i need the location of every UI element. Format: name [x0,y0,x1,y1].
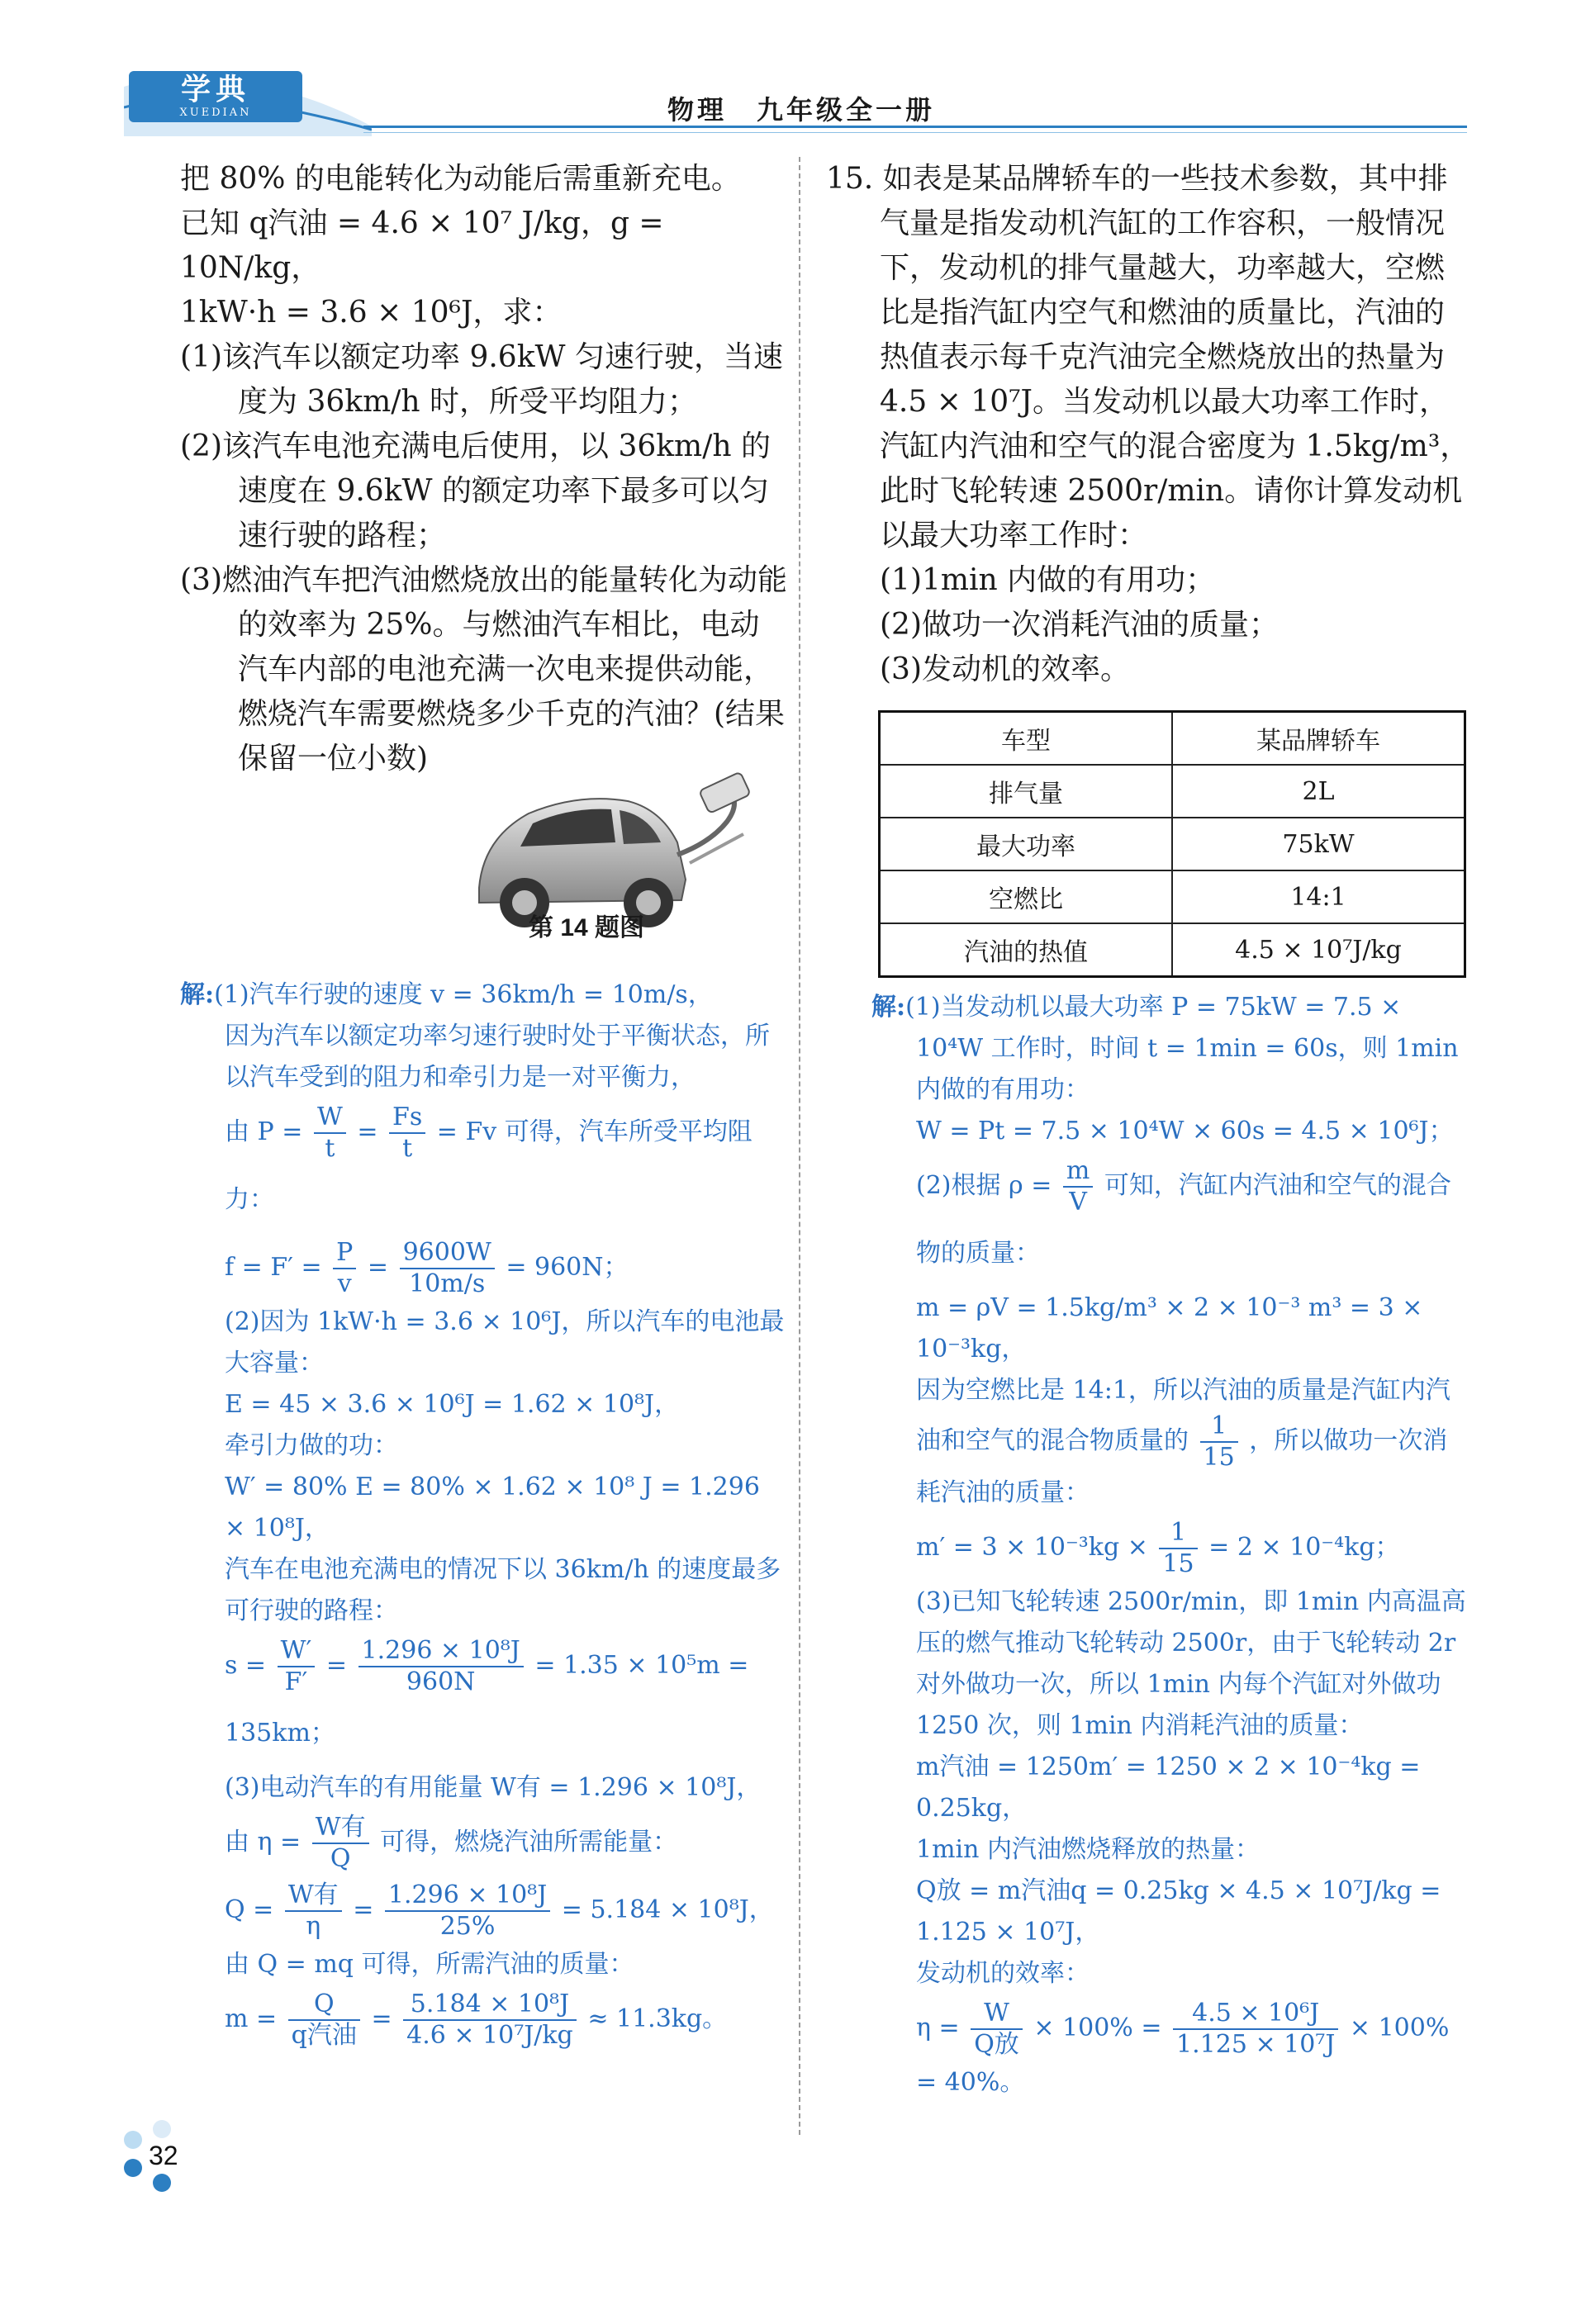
fraction [1159,1518,1197,1579]
numerator: P [333,1238,356,1269]
formula-text: 可知，汽缸内汽油和空气的混合物的质量： [916,1171,1451,1268]
table-row [880,712,1465,766]
formula-text: ，所以做功一次消耗汽油的质量： [916,1426,1448,1507]
formula-text: × 100% [1349,2013,1450,2042]
solution-line: m汽油 = 1250m′ = 1250 × 2 × 10⁻⁴kg = 0.25kg， [916,1752,1421,1823]
fraction [312,1813,369,1874]
formula-text: η = [916,2013,960,2042]
solution-line: (3)电动汽车的有用能量 W有 = 1.296 × 10⁸J， [225,1773,762,1802]
table-cell: 2L [1172,765,1465,818]
table-cell: 4.5 × 10⁷J/kg [1172,923,1465,977]
fraction [333,1238,356,1299]
solution-line: m = ρV = 1.5kg/m³ × 2 × 10⁻³ m³ = 3 × 10⁻³kg， [916,1293,1423,1364]
solution-line: 牵引力做的功： [225,1431,398,1460]
solution-line: (3)已知飞轮转速 2500r/min，即 1min 内高温高压的燃气推动飞轮转动 2500r，由于飞轮转动 2r 对外做功一次，所以 1min 内每个汽缸对外做功 1250 次，则 1min 内消耗汽油的质量： [916,1587,1466,1740]
fraction [403,1990,577,2051]
formula-text: = Fv 可得，汽车所受平均阻力： [225,1117,753,1214]
solution-line: E = 45 × 3.6 × 10⁶J = 1.62 × 10⁸J， [225,1390,680,1419]
solution-line: 1min 内汽油燃烧释放的热量： [916,1835,1260,1864]
formula-text: ≈ 11.3kg。 [587,2004,728,2033]
formula-text: = 5.184 × 10⁸J， [561,1895,774,1924]
denominator: 25% [439,1912,496,1941]
intro-line: 已知 q汽油 = 4.6 × 10⁷ J/kg，g = 10N/kg， [180,206,664,285]
fraction [389,1103,425,1164]
fraction [288,1990,360,2051]
hexagon-icon [153,2120,171,2138]
hexagon-icon [153,2174,171,2192]
solution-line: (2)因为 1kW·h = 3.6 × 10⁶J，所以汽车的电池最大容量： [225,1307,785,1378]
table-cell: 最大功率 [880,818,1173,870]
numerator: 5.184 × 10⁸J [403,1990,577,2021]
solution-lead: 解: [180,980,215,1009]
solution-formula [180,1809,787,1876]
sub-question-1: (1)该汽车以额定功率 9.6kW 匀速行驶，当速度为 36km/h 时，所受平均阻力； [180,340,783,419]
figure-caption: 第 14 题图 [529,914,645,941]
formula-text: f = F′ = [225,1253,322,1282]
numerator: Fs [389,1103,425,1134]
denominator: F′ [284,1667,308,1696]
left-solution [180,975,787,2053]
header-rule [363,126,1467,128]
fraction [1173,1999,1338,2060]
table-cell: 汽油的热值 [880,923,1173,977]
brand-logo [129,71,302,122]
formula-text: = [325,1651,347,1680]
solution-line: 由 Q = mq 可得，所需汽油的质量： [225,1950,634,1979]
right-column [826,157,1470,692]
solution-line: = 40%。 [916,2068,1025,2097]
solution-formula [871,1994,1470,2062]
page-header [0,0,1581,145]
table-header-cell: 某品牌轿车 [1172,712,1465,766]
solution-line: (1)汽车行驶的速度 v = 36km/h = 10m/s， [214,980,713,1009]
numerator: W [314,1103,346,1134]
table-header-cell: 车型 [880,712,1173,766]
solution-lead: 解: [871,993,906,1022]
hexagon-icon [124,2159,142,2177]
numerator: m [1063,1156,1093,1188]
denominator: 960N [406,1667,476,1696]
numerator: 1.296 × 10⁸J [358,1636,524,1667]
formula-text: = 2 × 10⁻⁴kg； [1208,1533,1400,1562]
denominator: q汽油 [291,2021,357,2050]
table-row [880,923,1465,977]
formula-text: m′ = 3 × 10⁻³kg × [916,1533,1148,1562]
fraction [385,1881,550,1942]
fraction [314,1103,346,1164]
solution-14 [180,975,787,2053]
table-row [880,870,1465,923]
solution-line: 发动机的效率： [916,1959,1090,1988]
denominator: V [1069,1188,1087,1217]
left-column [180,157,787,781]
formula-text: = 1.35 × 10⁵m = 135km； [225,1651,749,1748]
formula-text: 可得，燃烧汽油所需能量： [380,1828,678,1857]
solution-line: Q放 = m汽油q = 0.25kg × 4.5 × 10⁷J/kg = 1.125 × 10⁷J， [916,1876,1441,1947]
formula-text: = [353,1895,374,1924]
solution-line: W′ = 80% E = 80% × 1.62 × 10⁸ J = 1.296 × 10⁸J， [225,1473,760,1543]
denominator: 15 [1162,1549,1194,1578]
solution-line: W = Pt = 7.5 × 10⁴W × 60s = 4.5 × 10⁶J； [916,1117,1454,1145]
table-cell: 空燃比 [880,870,1173,923]
hexagon-icon [124,2131,142,2149]
formula-text: m = [225,2004,278,2033]
intro-line: 把 80% 的电能转化为动能后需重新充电。 [180,162,741,196]
solution-line: 汽车在电池充满电的情况下以 36km/h 的速度最多可行驶的路程： [225,1555,781,1625]
question-14-continued [180,157,787,781]
numerator: 1.296 × 10⁸J [385,1881,550,1912]
solution-formula [871,1370,1470,1514]
denominator: Q [330,1844,351,1873]
denominator: v [337,1269,352,1298]
solution-formula [180,1632,787,1767]
right-solution [871,987,1470,2103]
denominator: Q放 [974,2030,1019,2059]
sub-question-3: (3)发动机的效率。 [880,652,1130,686]
sub-question-1: (1)1min 内做的有用功； [880,563,1216,597]
denominator: η [306,1912,321,1941]
numerator: 1 [1159,1518,1197,1549]
numerator: 9600W [400,1238,495,1269]
car-parameters-table [878,710,1466,978]
formula-text: Q = [225,1895,274,1924]
formula-text: = [367,1253,389,1282]
denominator: 15 [1203,1443,1235,1472]
denominator: 4.6 × 10⁷J/kg [406,2021,573,2050]
formula-text: 因为空燃比是 14:1，所以汽油的质量是汽缸内汽油和空气的混合物质量的 [916,1376,1450,1455]
logo-subtext: XUEDIAN [179,107,252,119]
sub-question-2: (2)做功一次消耗汽油的质量； [880,608,1279,642]
formula-text: = [357,1117,378,1146]
numerator: 4.5 × 10⁶J [1173,1999,1338,2030]
question-15-text: 15. 如表是某品牌轿车的一些技术参数，其中排气量是指发动机汽缸的工作容积，一般情况下，发动机的排气量越大，功率越大，空燃比是指汽缸内空气和燃油的质量比，汽油的热值表示每千克汽油完全燃烧放出的热量为 4.5 × 10⁷J。当发动机以最大功率工作时，汽缸内汽油和空气的混合密度为 1.5kg/m³，此时飞轮转速 2500r/min。请你计算发动机以最大功率工作时： [826,162,1470,553]
numerator: W [971,1999,1023,2030]
formula-text: = 960N； [506,1253,629,1282]
formula-text: s = [225,1651,267,1680]
table-cell: 14:1 [1172,870,1465,923]
logo-text: 学典 [180,72,250,107]
fraction [400,1238,495,1299]
numerator: Q [288,1990,360,2021]
question-15 [826,157,1470,692]
solution-formula [180,1234,787,1302]
denominator: t [325,1134,335,1163]
numerator: W有 [285,1881,342,1912]
sub-question-3: (3)燃油汽车把汽油燃烧放出的能量转化为动能的效率为 25%。与燃油汽车相比，电动汽车内部的电池充满一次电来提供动能，燃烧汽车需要燃烧多少千克的汽油？(结果保留一位小数) [180,563,787,775]
intro-line: 1kW·h = 3.6 × 10⁶J，求： [180,296,563,330]
formula-text: (2)根据 ρ = [916,1171,1052,1200]
denominator: 1.125 × 10⁷J [1176,2030,1336,2059]
fraction [971,1999,1023,2060]
formula-text: 由 P = [225,1117,303,1146]
fraction [1063,1156,1093,1217]
solution-15 [871,987,1470,2103]
sub-question-2: (2)该汽车电池充满电后使用，以 36km/h 的速度在 9.6kW 的额定功率下最多可以匀速行驶的路程； [180,429,771,553]
column-divider [799,157,800,2135]
numerator: W有 [312,1813,369,1844]
formula-text: 由 η = [225,1828,301,1857]
table-row [880,765,1465,818]
fraction [1200,1411,1238,1473]
formula-text: × 100% = [1033,2013,1162,2042]
solution-line: 因为汽车以额定功率匀速行驶时处于平衡状态，所以汽车受到的阻力和牵引力是一对平衡力， [225,1022,770,1092]
solution-formula [180,1876,787,1944]
solution-formula [871,1514,1470,1582]
formula-text: = [371,2004,392,2033]
numerator: 1 [1200,1411,1238,1443]
solution-formula [180,1985,787,2053]
denominator: 10m/s [409,1269,486,1298]
denominator: t [402,1134,413,1163]
header-rule-thin [363,132,1467,133]
fraction [278,1636,316,1697]
solution-formula [180,1098,787,1234]
table-cell: 75kW [1172,818,1465,870]
numerator: W′ [278,1636,316,1667]
header-title: 物理 九年级全一册 [667,94,936,126]
fraction [358,1636,524,1697]
solution-line: (1)当发动机以最大功率 P = 75kW = 7.5 × 10⁴W 工作时，时间 t = 1min = 60s，则 1min 内做的有用功： [905,993,1459,1104]
table-row [880,818,1465,870]
table-cell: 排气量 [880,765,1173,818]
page-number: 32 [149,2141,178,2170]
solution-formula [871,1152,1470,1288]
fraction [285,1881,342,1942]
